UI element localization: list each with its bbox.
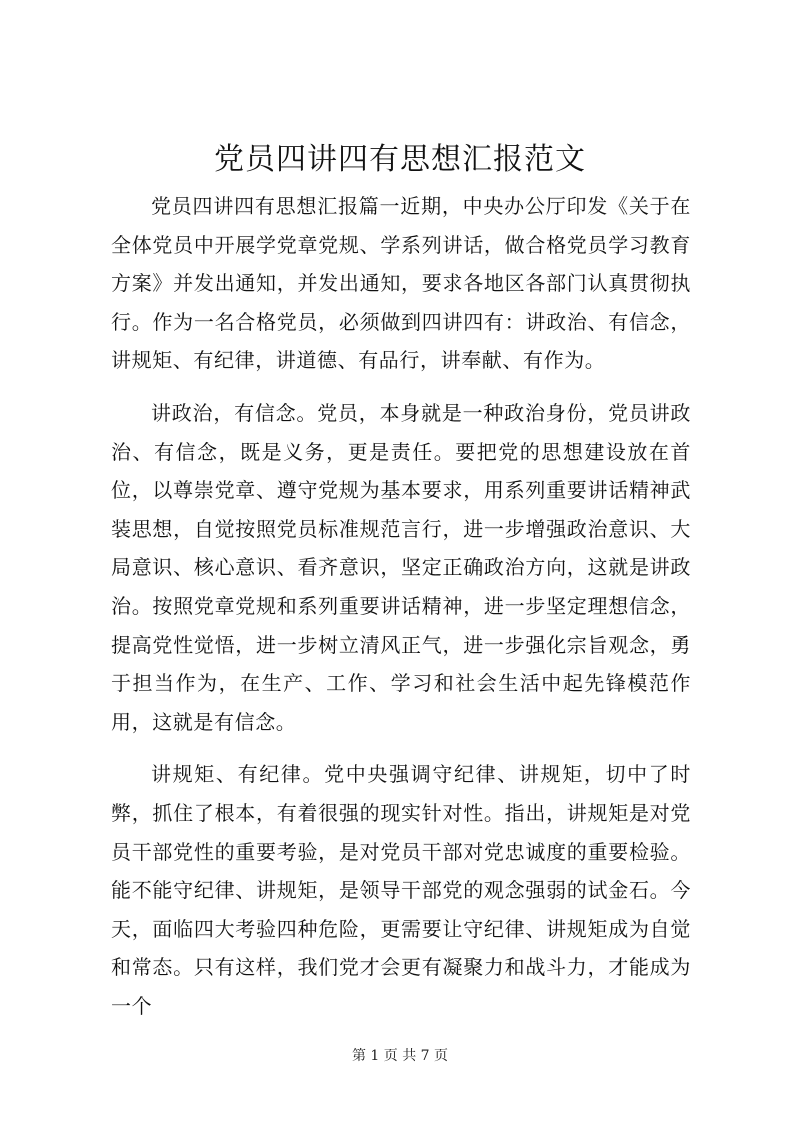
document-body	[111, 187, 691, 1025]
document-title: 党员四讲四有思想汇报范文	[214, 142, 586, 177]
page-number-label: 第 1 页 共 7 页	[351, 1048, 449, 1064]
page-footer	[0, 1046, 800, 1066]
paragraph-discipline: 讲规矩、有纪律。党中央强调守纪律、讲规矩，切中了时弊，抓住了根本，有着很强的现实针对性。指出，讲规矩是对党员干部党性的重要考验，是对党员干部对党忠诚度的重要检验。能不能守纪律、讲规矩，是领导干部党的观念强弱的试金石。今天，面临四大考验四种危险，更需要让守纪律、讲规矩成为自觉和常态。只有这样，我们党才会更有凝聚力和战斗力，才能成为一个	[111, 762, 691, 1018]
paragraph-politics: 讲政治，有信念。党员，本身就是一种政治身份，党员讲政治、有信念，既是义务，更是责任。要把党的思想建设放在首位，以尊崇党章、遵守党规为基本要求，用系列重要讲话精神武装思想，自觉按照党员标准规范言行，进一步增强政治意识、大局意识、核心意识、看齐意识，坚定正确政治方向，这就是讲政治。按照党章党规和系列重要讲话精神，进一步坚定理想信念，提高党性觉悟，进一步树立清风正气，进一步强化宗旨观念，勇于担当作为，在生产、工作、学习和社会生活中起先锋模范作用，这就是有信念。	[111, 400, 691, 734]
paragraph-intro: 党员四讲四有思想汇报篇一近期，中央办公厅印发《关于在全体党员中开展学党章党规、学系列讲话，做合格党员学习教育方案》并发出通知，并发出通知，要求各地区各部门认真贯彻执行。作为一名合格党员，必须做到四讲四有：讲政治、有信念，讲规矩、有纪律，讲道德、有品行，讲奉献、有作为。	[111, 194, 691, 373]
